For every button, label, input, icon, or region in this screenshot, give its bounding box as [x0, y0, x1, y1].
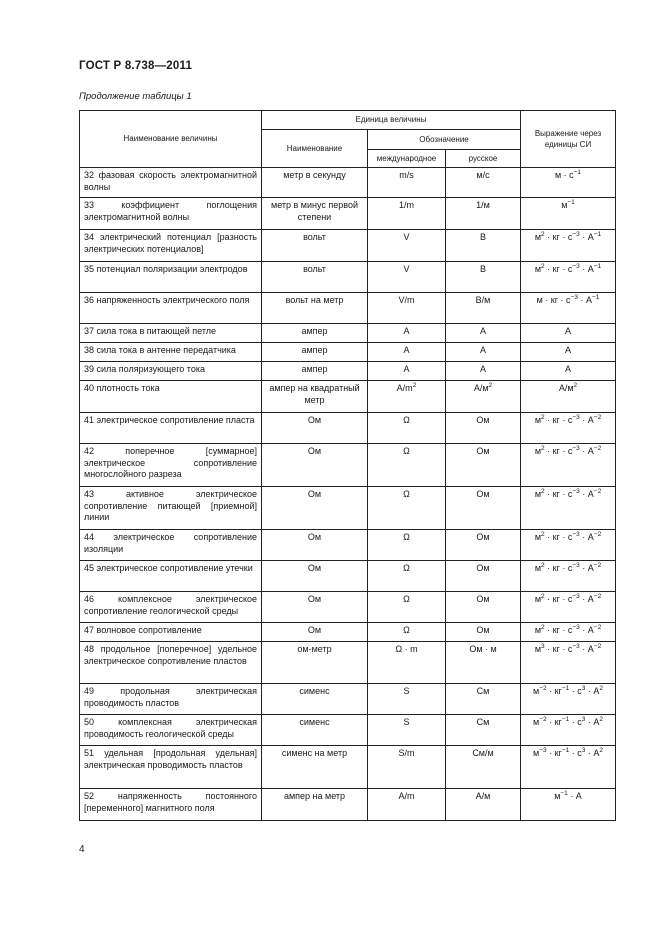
table-row	[80, 293, 616, 324]
quantity-name-cell: 42 поперечное [суммарное] электрическое сопротивление многослойного разреза	[80, 444, 262, 487]
table-row	[80, 561, 616, 592]
header-international: международное	[368, 150, 446, 168]
quantity-name-cell: 36 напряженность электрического поля	[80, 293, 262, 324]
international-symbol-cell: m/s	[368, 168, 446, 198]
russian-symbol-cell: Ом	[446, 413, 521, 444]
russian-symbol-cell: Ом	[446, 530, 521, 561]
table-row	[80, 487, 616, 530]
table-row	[80, 789, 616, 821]
quantity-name-cell: 51 удельная [продольная удельная] электрическая проводимость пластов	[80, 746, 262, 789]
russian-symbol-cell: м/с	[446, 168, 521, 198]
unit-name-cell: вольт на метр	[262, 293, 368, 324]
table-row	[80, 324, 616, 343]
table-row	[80, 413, 616, 444]
table-row	[80, 592, 616, 623]
header-russian: русское	[446, 150, 521, 168]
quantity-name-cell: 32 фазовая скорость электромагнитной волны	[80, 168, 262, 198]
unit-name-cell: Ом	[262, 561, 368, 592]
si-expression-cell: $м \cdot с^{-1}$	[521, 168, 616, 198]
russian-symbol-cell: См	[446, 715, 521, 746]
table-row	[80, 715, 616, 746]
si-expression-cell: $м^2$ · кг · $с^{-3} \cdot А^{-2}$	[521, 592, 616, 623]
unit-name-cell: ампер	[262, 362, 368, 381]
unit-name-cell: Ом	[262, 623, 368, 642]
russian-symbol-cell: Ом	[446, 592, 521, 623]
unit-name-cell: ампер	[262, 324, 368, 343]
si-expression-cell: $м^2$ · кг · $с^{-3} \cdot А^{-2}$	[521, 530, 616, 561]
international-symbol-cell: S	[368, 684, 446, 715]
si-expression-cell: $А/м^2$	[521, 381, 616, 413]
quantity-name-cell: 35 потенциал поляризации электродов	[80, 262, 262, 293]
russian-symbol-cell: А/м	[446, 789, 521, 821]
unit-name-cell: вольт	[262, 262, 368, 293]
si-expression-cell: А	[521, 324, 616, 343]
table-row	[80, 530, 616, 561]
international-symbol-cell: $A/m^2$	[368, 381, 446, 413]
table-row	[80, 262, 616, 293]
page-number: 4	[79, 844, 85, 855]
international-symbol-cell: Ω	[368, 487, 446, 530]
quantity-name-cell: 37 сила тока в питающей петле	[80, 324, 262, 343]
international-symbol-cell: Ω	[368, 592, 446, 623]
russian-symbol-cell: А	[446, 362, 521, 381]
russian-symbol-cell: Ом · м	[446, 642, 521, 684]
header-quantity-name: Наименование величины	[80, 111, 262, 168]
quantity-name-cell: 52 напряженность постоянного [переменного] магнитного поля	[80, 789, 262, 821]
unit-name-cell: ампер на квадратный метр	[262, 381, 368, 413]
quantity-name-cell: 44 электрическое сопротивление изоляции	[80, 530, 262, 561]
quantity-name-cell: 33 коэффициент поглощения электромагнитной волны	[80, 198, 262, 230]
international-symbol-cell: A	[368, 343, 446, 362]
international-symbol-cell: A/m	[368, 789, 446, 821]
russian-symbol-cell: Ом	[446, 444, 521, 487]
si-expression-cell: $м^{-2} \cdot кг^{-1} \cdot с^3 \cdot А^2$	[521, 715, 616, 746]
table-row	[80, 381, 616, 413]
international-symbol-cell: Ω	[368, 530, 446, 561]
international-symbol-cell: Ω · m	[368, 642, 446, 684]
table-row	[80, 198, 616, 230]
unit-name-cell: сименс на метр	[262, 746, 368, 789]
international-symbol-cell: V	[368, 230, 446, 262]
header-unit-name: Наименование	[262, 130, 368, 168]
si-expression-cell: $м^2$ · кг · $с^{-3} \cdot А^{-2}$	[521, 623, 616, 642]
si-expression-cell: $м^{-1}$	[521, 198, 616, 230]
quantity-name-cell: 39 сила поляризующего тока	[80, 362, 262, 381]
header-designation: Обозначение	[368, 130, 521, 150]
table-row	[80, 168, 616, 198]
units-table	[79, 110, 616, 821]
table-row	[80, 444, 616, 487]
si-expression-cell: А	[521, 362, 616, 381]
si-expression-cell: $м^2$ · кг · $с^{-3} \cdot А^{-1}$	[521, 230, 616, 262]
quantity-name-cell: 47 волновое сопротивление	[80, 623, 262, 642]
quantity-name-cell: 48 продольное [поперечное] удельное электрическое сопротивление пластов	[80, 642, 262, 684]
si-expression-cell: $м^3$ · кг · $с^{-3} \cdot А^{-2}$	[521, 642, 616, 684]
si-expression-cell: $м^2$ · кг · $с^{-3} \cdot А^{-2}$	[521, 561, 616, 592]
unit-name-cell: ампер на метр	[262, 789, 368, 821]
si-expression-cell: $м^2$ · кг · $с^{-3} \cdot А^{-1}$	[521, 262, 616, 293]
table-caption: Продолжение таблицы 1	[79, 91, 192, 102]
international-symbol-cell: S	[368, 715, 446, 746]
table-row	[80, 343, 616, 362]
unit-name-cell: метр в минус первой степени	[262, 198, 368, 230]
russian-symbol-cell: В	[446, 262, 521, 293]
russian-symbol-cell: См	[446, 684, 521, 715]
quantity-name-cell: 50 комплексная электрическая проводимость геологической среды	[80, 715, 262, 746]
quantity-name-cell: 49 продольная электрическая проводимость пластов	[80, 684, 262, 715]
table-row	[80, 684, 616, 715]
quantity-name-cell: 45 электрическое сопротивление утечки	[80, 561, 262, 592]
unit-name-cell: Ом	[262, 530, 368, 561]
international-symbol-cell: Ω	[368, 623, 446, 642]
russian-symbol-cell: См/м	[446, 746, 521, 789]
international-symbol-cell: Ω	[368, 413, 446, 444]
unit-name-cell: Ом	[262, 413, 368, 444]
quantity-name-cell: 38 сила тока в антенне передатчика	[80, 343, 262, 362]
international-symbol-cell: 1/m	[368, 198, 446, 230]
table-row	[80, 746, 616, 789]
russian-symbol-cell: 1/м	[446, 198, 521, 230]
si-expression-cell: $м^{-1} \cdot А$	[521, 789, 616, 821]
unit-name-cell: ом-метр	[262, 642, 368, 684]
unit-name-cell: Ом	[262, 487, 368, 530]
international-symbol-cell: Ω	[368, 444, 446, 487]
russian-symbol-cell: $А/м^2$	[446, 381, 521, 413]
si-expression-cell: $м^{-2} \cdot кг^{-1} \cdot с^3 \cdot А^2$	[521, 684, 616, 715]
header-si-expression: Выражение через единицы СИ	[521, 111, 616, 168]
unit-name-cell: ампер	[262, 343, 368, 362]
si-expression-cell: $м^{-3} \cdot кг^{-1} \cdot с^3 \cdot А^2$	[521, 746, 616, 789]
russian-symbol-cell: Ом	[446, 623, 521, 642]
table-row	[80, 623, 616, 642]
quantity-name-cell: 40 плотность тока	[80, 381, 262, 413]
si-expression-cell: м · кг · $с^{-3} \cdot А^{-1}$	[521, 293, 616, 324]
quantity-name-cell: 34 электрический потенциал [разность электрических потенциалов]	[80, 230, 262, 262]
unit-name-cell: Ом	[262, 444, 368, 487]
quantity-name-cell: 41 электрическое сопротивление пласта	[80, 413, 262, 444]
international-symbol-cell: S/m	[368, 746, 446, 789]
unit-name-cell: Ом	[262, 592, 368, 623]
international-symbol-cell: V	[368, 262, 446, 293]
si-expression-cell: А	[521, 343, 616, 362]
table-row	[80, 230, 616, 262]
international-symbol-cell: A	[368, 324, 446, 343]
international-symbol-cell: A	[368, 362, 446, 381]
russian-symbol-cell: В	[446, 230, 521, 262]
header-unit-group: Единица величины	[262, 111, 521, 130]
table-row	[80, 642, 616, 684]
si-expression-cell: $м^2$ · кг · $с^{-3} \cdot А^{-2}$	[521, 413, 616, 444]
russian-symbol-cell: А	[446, 324, 521, 343]
russian-symbol-cell: Ом	[446, 561, 521, 592]
unit-name-cell: сименс	[262, 715, 368, 746]
international-symbol-cell: V/m	[368, 293, 446, 324]
quantity-name-cell: 46 комплексное электрическое сопротивление геологической среды	[80, 592, 262, 623]
russian-symbol-cell: В/м	[446, 293, 521, 324]
quantity-name-cell: 43 активное электрическое сопротивление питающей [приемной] линии	[80, 487, 262, 530]
russian-symbol-cell: А	[446, 343, 521, 362]
russian-symbol-cell: Ом	[446, 487, 521, 530]
si-expression-cell: $м^2$ · кг · $с^{-3} \cdot А^{-2}$	[521, 487, 616, 530]
unit-name-cell: метр в секунду	[262, 168, 368, 198]
international-symbol-cell: Ω	[368, 561, 446, 592]
document-code: ГОСТ Р 8.738—2011	[79, 60, 193, 72]
unit-name-cell: сименс	[262, 684, 368, 715]
table-row	[80, 362, 616, 381]
unit-name-cell: вольт	[262, 230, 368, 262]
si-expression-cell: $м^2$ · кг · $с^{-3} \cdot А^{-2}$	[521, 444, 616, 487]
